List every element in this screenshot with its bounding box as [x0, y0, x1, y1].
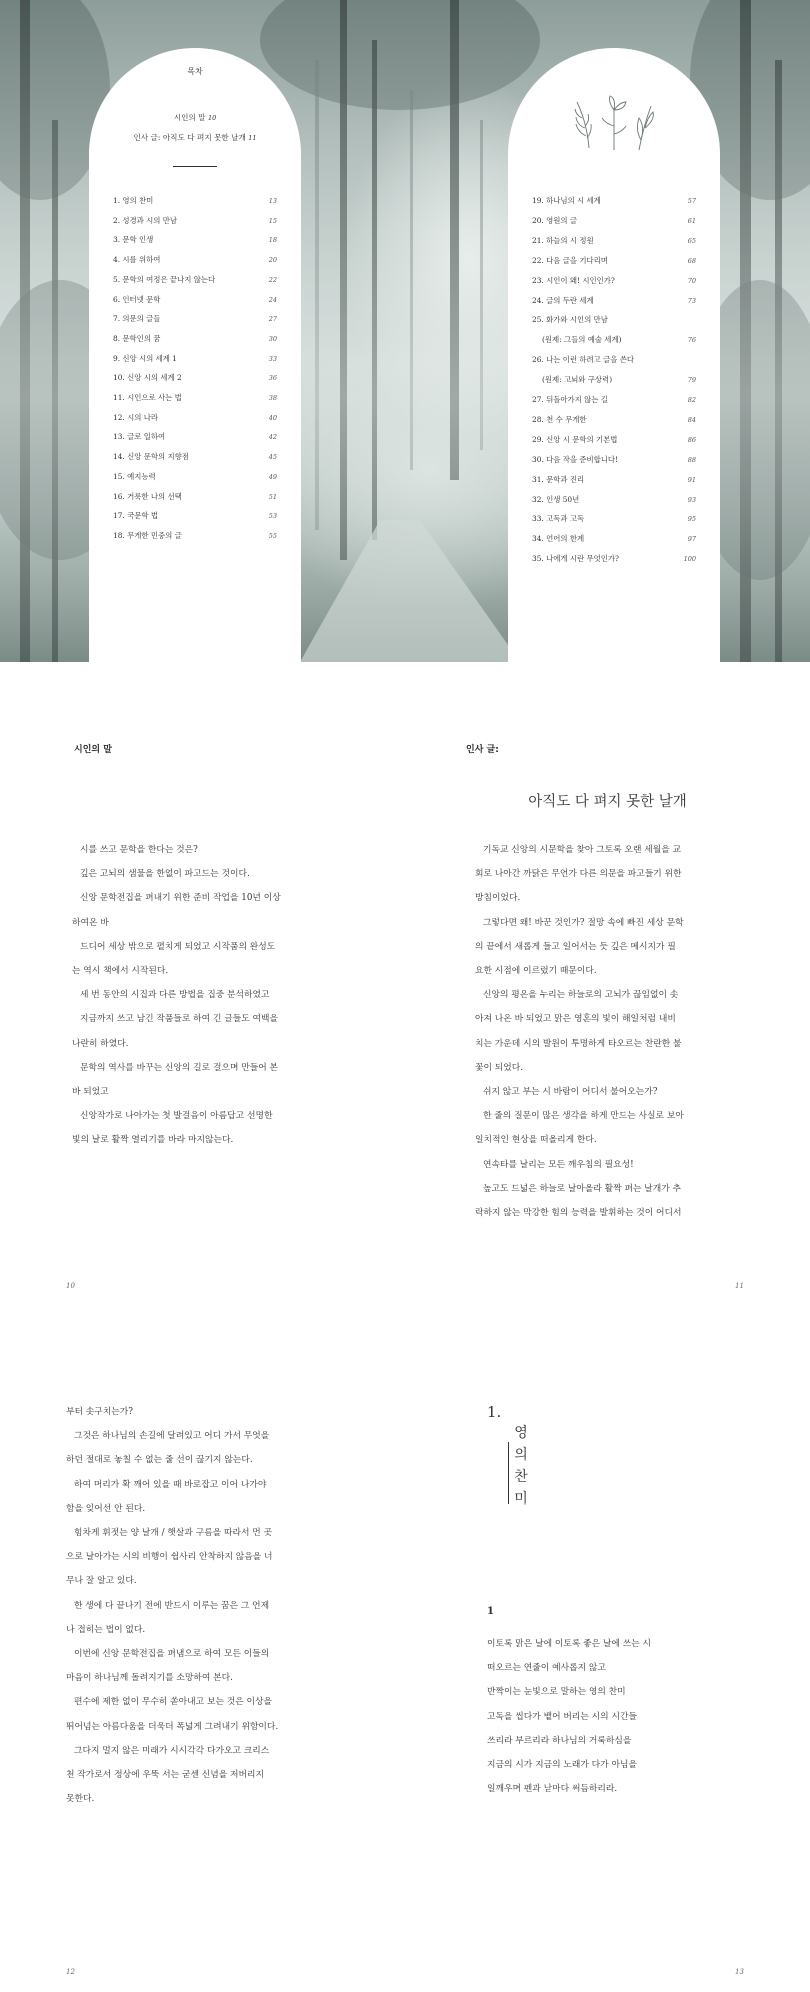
page-number: 13 [735, 1968, 744, 1976]
toc-item-title: 17. 국문학 법 [113, 511, 159, 521]
text-line: 마음이 하나님께 돌려지기를 소망하여 본다. [66, 1673, 233, 1684]
page-12 [0, 1302, 405, 1992]
toc-item[interactable] [532, 514, 696, 524]
poem-line: 일깨우며 펜과 낟마다 써듬하리라. [487, 1784, 618, 1795]
text-line: 신앙의 평온을 누리는 하늘로의 고뇌가 끊임없이 솟 [483, 990, 679, 1001]
contents-spread [0, 0, 810, 662]
toc-item-page: 86 [687, 435, 696, 444]
toc-item[interactable] [113, 393, 277, 403]
toc-item-page: 20 [268, 256, 277, 265]
toc-item[interactable] [532, 236, 696, 246]
toc-item-page: 84 [687, 415, 696, 424]
toc-item-page: 100 [683, 555, 696, 564]
toc-item-title: 20. 영원의 글 [532, 215, 578, 225]
text-line: 무나 잘 알고 있다. [66, 1576, 137, 1587]
toc-item-title: (원제: 그들의 예술 세계) [542, 335, 622, 345]
running-head: 시인의 말 [74, 745, 112, 755]
toc-item-title: 26. 나는 이런 하려고 글을 쓴다 [532, 355, 635, 365]
toc-item[interactable] [113, 492, 277, 502]
toc-item-page: 95 [687, 515, 696, 524]
toc-item[interactable] [113, 295, 277, 305]
toc-item-page: 51 [268, 492, 277, 501]
text-line: 신앙 문학전집을 펴내기 위한 준비 작업을 10년 이상 [80, 893, 281, 904]
toc-item-title: 23. 시인이 왜! 시인인가? [532, 275, 615, 285]
text-line: 이번에 신앙 문학전집을 펴냄으로 하여 모든 이들의 [74, 1649, 270, 1660]
toc-item[interactable] [113, 354, 277, 364]
toc-item[interactable] [113, 314, 277, 324]
toc-item-title: 5. 문학의 여정은 끝나지 않는다 [113, 274, 216, 284]
toc-item-title: 13. 글로 일하여 [113, 432, 166, 442]
text-line: 요한 시점에 이르렀기 때문이다. [475, 966, 597, 977]
text-line: 그다지 멀지 않은 미래가 시시각각 다가오고 크리스 [74, 1745, 270, 1756]
toc-item[interactable] [532, 256, 696, 266]
toc-item-page: 30 [268, 334, 277, 343]
page-number: 12 [66, 1968, 75, 1976]
toc-item-title: 18. 무게한 민중의 글 [113, 530, 182, 540]
toc-item-title: 9. 신앙 시의 세계 1 [113, 353, 177, 363]
chapter-title-char: 미 [514, 1491, 528, 1507]
toc-item[interactable] [532, 554, 696, 564]
chapter-rule [508, 1442, 509, 1504]
divider [173, 166, 217, 167]
poem-line: 지금의 시가 지금의 노래가 다가 아님을 [487, 1760, 637, 1771]
text-line: 나 접히는 법이 없다. [66, 1624, 146, 1635]
toc-item[interactable] [113, 334, 277, 344]
text-line: 꽃이 되었다. [475, 1062, 524, 1073]
toc-item-page: 73 [687, 296, 696, 305]
text-line: 나란히 하였다. [72, 1038, 129, 1049]
text-line: 아져 나온 바 되었고 맑은 영혼의 빛이 해일처럼 내비 [475, 1014, 676, 1025]
toc-item-page: 13 [268, 197, 277, 205]
toc-item[interactable] [113, 432, 277, 442]
toc-item-title: 10. 신앙 시의 세계 2 [113, 373, 182, 383]
toc-item[interactable] [532, 455, 696, 465]
text-line: 천 작가로서 정상에 우뚝 서는 굳센 신념을 저버리지 [66, 1770, 265, 1781]
text-line: 으로 날아가는 시의 비행이 쉽사리 안착하지 않음을 너 [66, 1552, 273, 1563]
toc-item[interactable] [113, 373, 277, 383]
poem-body [487, 1632, 651, 1801]
toc-item-title: 30. 다음 작을 준비합니다! [532, 454, 619, 464]
text-line: 힘차게 휘젓는 양 날개 / 햇살과 구름을 따라서 먼 곳 [74, 1528, 273, 1539]
text-line: 락하지 않는 막강한 힘의 능력을 발휘하는 것이 어디서 [475, 1208, 682, 1219]
contents-arch-left [89, 48, 301, 662]
text-line: 문학의 역사를 바꾸는 신앙의 길로 걸으며 만들어 본 [80, 1062, 279, 1073]
toc-item[interactable] [113, 452, 277, 462]
toc-item[interactable] [532, 395, 696, 405]
toc-item[interactable] [532, 415, 696, 425]
toc-item[interactable] [113, 235, 277, 245]
toc-item[interactable] [532, 435, 696, 445]
text-line: 함을 잊어선 안 된다. [66, 1503, 146, 1514]
text-line: 한 줄의 질문이 많은 생각을 하게 만드는 사실로 보아 [483, 1111, 684, 1122]
text-line: 빛의 날로 활짝 열리기를 바라 마지않는다. [72, 1135, 234, 1146]
text-line: 그것은 하나님의 손길에 달려있고 어디 가서 무엇을 [74, 1431, 270, 1442]
chapter-title-char: 찬 [514, 1469, 528, 1485]
toc-item-title: 19. 하나님의 시 세계 [532, 196, 601, 205]
poem-line: 쓰리라 부르리라 하나님의 거룩하심을 [487, 1735, 632, 1746]
toc-item[interactable] [532, 315, 696, 325]
toc-front-item: 인사 글: 아직도 다 펴지 못한 날개 11 [133, 133, 257, 142]
text-line: 지금까지 쓰고 남긴 작품들로 하여 긴 글들도 여백을 [80, 1014, 279, 1025]
toc-front-item: 시인의 말 10 [173, 113, 217, 122]
toc-item[interactable] [532, 475, 696, 485]
text-line: 바 되었고 [72, 1087, 109, 1098]
text-line: 못한다. [66, 1794, 95, 1805]
page-11-body [475, 838, 684, 1225]
toc-item-page: 76 [687, 336, 696, 345]
toc-item-page: 61 [687, 216, 696, 225]
toc-item-page: 55 [268, 531, 277, 540]
toc-item[interactable] [532, 296, 696, 306]
toc-item-title: 1. 영의 찬미 [113, 196, 154, 205]
page-12-body [66, 1400, 278, 1811]
toc-item-title: 32. 인생 50년 [532, 494, 580, 504]
toc-item-page: 24 [268, 295, 277, 304]
text-line: 부터 솟구치는가? [66, 1407, 133, 1417]
toc-item-page: 22 [268, 275, 277, 284]
toc-item-title: 21. 하늘의 시 정원 [532, 235, 594, 245]
toc-item-page: 79 [687, 376, 696, 385]
toc-item[interactable] [113, 216, 277, 226]
toc-item-page: 49 [268, 472, 277, 481]
toc-item[interactable] [113, 531, 277, 541]
toc-item[interactable] [532, 216, 696, 226]
toc-item-title: 11. 시인으로 사는 법 [113, 393, 182, 402]
text-line: 시를 쓰고 문학을 한다는 것은? [80, 845, 198, 855]
text-line: 하여온 바 [72, 917, 109, 928]
toc-item-page: 38 [268, 394, 277, 402]
text-line: 쉬지 않고 부는 시 바람이 어디서 불어오는가? [483, 1087, 658, 1098]
text-line: 기독교 신앙의 시문학을 찾아 그토록 오랜 세월을 교 [483, 845, 682, 855]
toc-item-page: 27 [268, 315, 277, 324]
text-line: 신앙작가로 나아가는 첫 발걸음이 아름답고 선명한 [80, 1111, 273, 1122]
leaf-illustration-icon [569, 88, 659, 158]
page-13 [405, 1302, 810, 1992]
toc-item-page: 70 [687, 276, 696, 285]
page-11 [405, 662, 810, 1302]
text-line: 한 생에 다 끝나기 전에 반드시 이루는 꿈은 그 언제 [74, 1600, 270, 1611]
toc-item[interactable] [113, 275, 277, 285]
text-line: 회로 나아간 까닭은 무언가 다른 의문을 파고들기 위한 [475, 869, 682, 880]
toc-item-page: 36 [268, 374, 277, 383]
toc-item[interactable] [113, 413, 277, 423]
text-line: 높고도 드넓은 하늘로 날아올라 활짝 펴는 날개가 추 [483, 1183, 682, 1194]
text-line: 연속타를 날리는 모든 깨우침의 필요성! [483, 1159, 634, 1170]
toc-item-title: 12. 시의 나라 [113, 412, 159, 422]
toc-item-page: 40 [268, 413, 277, 422]
toc-item-page: 91 [687, 475, 696, 484]
toc-item-title: 34. 언어의 한계 [532, 534, 585, 544]
text-line: 그렇다면 왜! 바꾼 것인가? 절망 속에 빠진 세상 문학 [483, 917, 684, 928]
text-line: 드디어 세상 밖으로 펼치게 되었고 시작품의 완성도 [80, 941, 276, 952]
text-line: 치는 가운데 시의 발원이 투명하게 타오르는 찬란한 불 [475, 1038, 682, 1049]
toc-item-title: 16. 거룩한 나의 선택 [113, 491, 182, 501]
toc-item-page: 15 [268, 216, 277, 225]
text-line: 의 끝에서 새롭게 들고 일어서는 듯 깊은 메시지가 필 [475, 941, 676, 952]
toc-item-title: (원제: 고뇌와 구상력) [542, 375, 613, 385]
page-number: 11 [735, 1282, 744, 1290]
text-line: 일치적인 현상을 떠올리게 한다. [475, 1135, 597, 1146]
toc-item-title: 25. 화가와 시인의 만남 [532, 315, 608, 325]
poem-line: 떠오르는 연줄이 예사롭지 않고 [487, 1663, 606, 1674]
page-number: 10 [66, 1282, 75, 1290]
toc-item-page: 57 [687, 197, 696, 205]
page-title: 아직도 다 펴지 못한 날개 [528, 794, 687, 810]
toc-item-page: 45 [268, 453, 277, 462]
toc-item-title: 8. 문학인의 꿈 [113, 333, 161, 343]
toc-item-page: 97 [687, 535, 696, 544]
toc-item-page: 68 [687, 256, 696, 265]
toc-item-page: 65 [687, 236, 696, 245]
toc-item[interactable] [532, 495, 696, 505]
text-line: 뛰어넘는 아름다움을 더욱더 폭넓게 그려내기 위함이다. [66, 1721, 279, 1732]
page-10-body [72, 838, 281, 1153]
toc-item[interactable] [532, 375, 696, 385]
toc-item-title: 2. 성경과 시의 만남 [113, 215, 178, 225]
toc-item[interactable] [532, 335, 696, 345]
toc-item-title: 24. 글의 두란 세계 [532, 295, 594, 305]
toc-item-title: 14. 신앙 문학의 지향점 [113, 452, 189, 462]
contents-arch-right [508, 48, 720, 662]
toc-item-page: 53 [268, 512, 277, 521]
toc-item-title: 27. 뒤돌아가지 않는 길 [532, 395, 608, 404]
text-line: 는 역시 책에서 시작된다. [72, 966, 169, 977]
poem-line: 반짝이는 눈빛으로 말하는 영의 찬미 [487, 1687, 626, 1698]
toc-item-page: 18 [268, 236, 277, 245]
toc-item-page: 88 [687, 455, 696, 464]
toc-item-page: 82 [687, 396, 696, 404]
toc-item[interactable] [113, 196, 277, 206]
toc-item[interactable] [532, 276, 696, 286]
toc-item-page: 42 [268, 433, 277, 442]
section-number: 1 [487, 1606, 494, 1617]
poem-line: 이토록 맑은 날에 이토록 좋은 날에 쓰는 시 [487, 1639, 652, 1649]
text-line: 하여 머리가 확 깨어 있을 때 바로잡고 이어 나가야 [74, 1479, 267, 1490]
chapter-title-char: 영 [514, 1425, 528, 1441]
toc-item[interactable] [532, 355, 696, 365]
text-line: 하던 절대로 놓칠 수 없는 줄 선이 끊기지 않는다. [66, 1455, 253, 1466]
poem-line: 고독을 씹다가 뱉어 버리는 시의 시간들 [487, 1711, 637, 1722]
toc-item-title: 35. 나에게 시란 무엇인가? [532, 554, 620, 564]
toc-item-title: 33. 고독과 고독 [532, 514, 585, 524]
toc-item-title: 29. 신앙 시 문학의 기본법 [532, 434, 618, 444]
toc-item[interactable] [113, 472, 277, 482]
toc-item-title: 6. 인터넷 문학 [113, 294, 161, 304]
text-line: 편수에 제한 없이 무수히 쏟아내고 보는 것은 이상을 [74, 1697, 273, 1708]
toc-item-title: 4. 시를 위하여 [113, 255, 161, 265]
toc-item[interactable] [532, 534, 696, 544]
toc-item-title: 7. 의문의 글들 [113, 314, 161, 324]
text-line: 세 번 동안의 시집과 다른 방법을 집중 분석하였고 [80, 990, 270, 1001]
running-head: 인사 글: [466, 745, 499, 755]
toc-item[interactable] [113, 255, 277, 265]
toc-item-title: 3. 문학 인생 [113, 235, 154, 245]
toc-item-page: 33 [268, 354, 277, 363]
toc-item-page: 93 [687, 495, 696, 504]
contents-title: 목차 [187, 67, 203, 76]
toc-item-title: 31. 문학과 진리 [532, 474, 585, 484]
chapter-title-vertical [513, 1422, 529, 1510]
text-line: 깊은 고뇌의 샘물을 한없이 파고드는 것이다. [80, 869, 250, 880]
page-10 [0, 662, 405, 1302]
toc-item[interactable] [532, 196, 696, 206]
toc-item-title: 15. 예지능력 [113, 471, 156, 481]
toc-item[interactable] [113, 511, 277, 521]
text-line: 방침이었다. [475, 893, 521, 904]
toc-item-title: 22. 다음 글을 기다리며 [532, 255, 608, 265]
chapter-title-char: 의 [514, 1447, 528, 1463]
toc-item-title: 28. 천 수 무게한 [532, 414, 587, 424]
chapter-number: 1. [487, 1403, 502, 1421]
